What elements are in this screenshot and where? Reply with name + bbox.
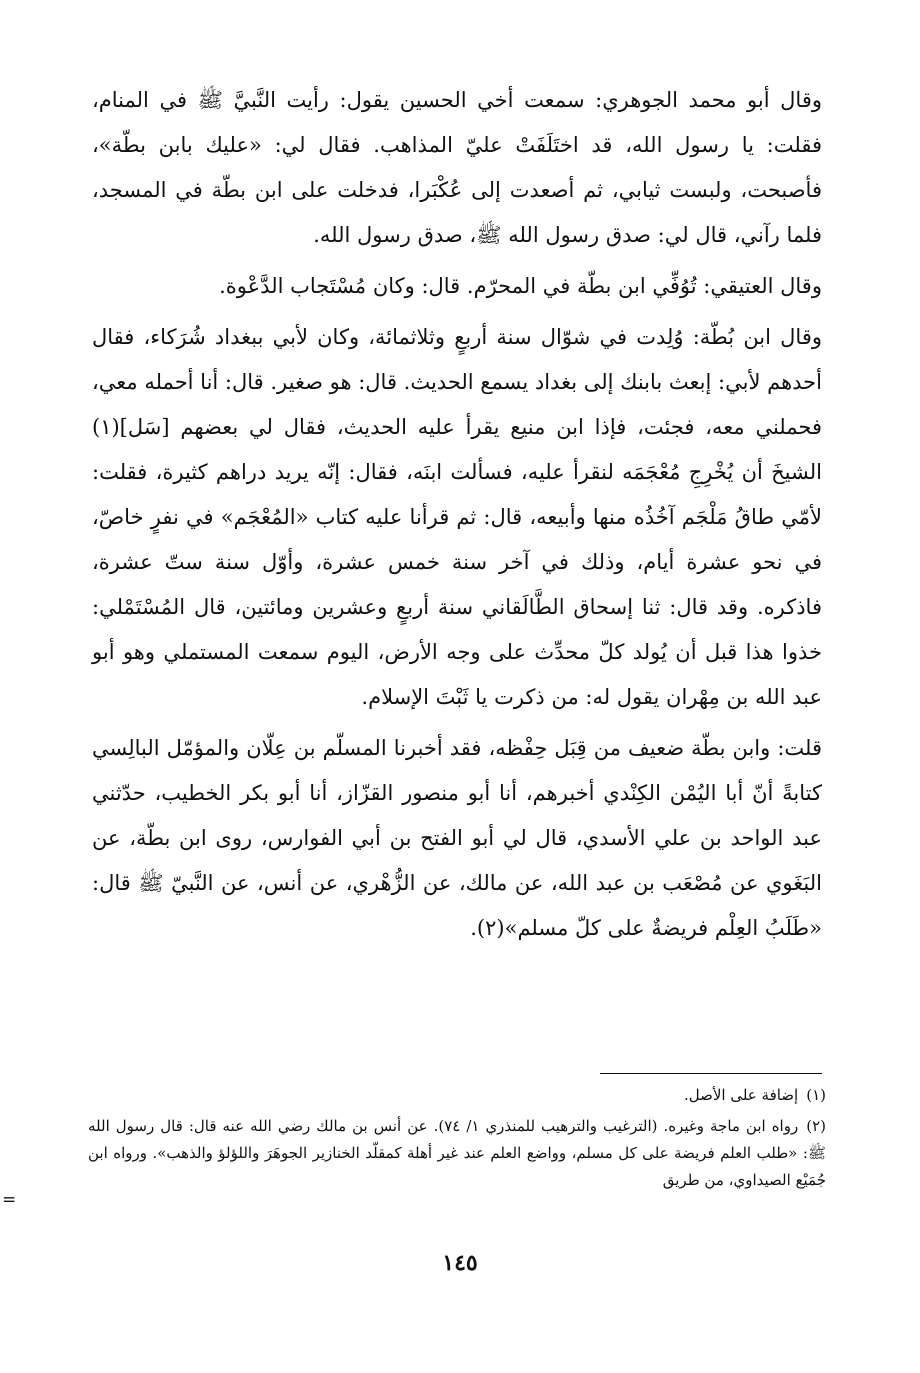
paragraph-criticism: قلت: وابن بطّة ضعيف من قِبَل حِفْظه، فقد أخبرنا المسلّم بن عِلّان والمؤمّل البالِسي كتابةً أنّ أبا اليُمْن الكِنْدي أخبرهم، أنا أبو منصور القزّاز، أنا أبو بكر الخطيب، حدّثني عبد الواحد بن علي الأسدي، قال لي أبو الفتح بن أبي الفوارس، روى ابن بطّة، عن البَغَوي عن مُصْعَب بن عبد الله، عن مالك، عن الزُّهْري، عن أنس، عن النَّبيّ ﷺ قال: «طَلَبُ العِلْم فريضةٌ على كلّ مسلم»(٢). <box>92 736 822 940</box>
paragraph-dream: وقال أبو محمد الجوهري: سمعت أخي الحسين يقول: رأيت النَّبيَّ ﷺ في المنام، فقلت: يا رسول الله، قد اختَلَفَتْ عليّ المذاهب. فقال لي: «عليك بابن بطّة»، فأصبحت، ولبست ثيابي، ثم أصعدت إلى عُكْبَرا، فدخلت على ابن بطّة في المسجد، فلما رآني، قال لي: صدق رسول الله ﷺ، صدق رسول الله. <box>92 88 822 247</box>
paragraph-birth: وقال ابن بُطّة: وُلِدت في شوّال سنة أربعٍ وثلاثمائة، وكان لأبي ببغداد شُرَكاء، فقال أحدهم لأبي: إبعث بابنك إلى بغداد يسمع الحديث. قال: هو صغير. قال: أنا أحمله معي، فحملني معه، فجئت، فإذا ابن منيع يقرأ عليه الحديث، فقال لي بعضهم [سَل](١) الشيخَ أن يُخْرِجِ مُعْجَمَه لنقرأ عليه، فسألت ابنَه، فقال: إنّه يريد دراهم كثيرة، فقلت: لأمّي طاقُ مَلْجَم آخُذُه منها وأبيعه، قال: ثم قرأنا عليه كتاب «المُعْجَم» في نفرٍ خاصّ، في نحو عشرة أيام، وذلك في آخر سنة خمس عشرة، وأوّل سنة ستّ عشرة، فاذكره. وقد قال: ثنا إسحاق الطَّالَقاني سنة أربعٍ وعشرين ومائتين، قال المُسْتَمْلي: خذوا هذا قبل أن يُولد كلّ محدِّث على وجه الأرض، اليوم سمعت المستملي وهو أبو عبد الله بن مِهْران يقول له: من ذكرت يا ثَبْتَ الإسلام. <box>92 325 822 709</box>
footnote-text: إضافة على الأصل. <box>683 1086 799 1104</box>
footnote-number: (١) <box>806 1086 826 1104</box>
footnote-continuation-mark: = <box>2 1190 17 1210</box>
paragraph-death: وقال العتيقي: تُوُفِّي ابن بطّة في المحرّم. قال: وكان مُسْتَجاب الدَّعْوة. <box>219 274 822 298</box>
footnote-1 <box>88 1082 826 1109</box>
footnote-2 <box>88 1113 826 1194</box>
footnote-separator <box>600 1073 822 1074</box>
page-number: ١٤٥ <box>442 1250 478 1276</box>
main-text <box>92 78 822 951</box>
footnote-text: رواه ابن ماجة وغيره. (الترغيب والترهيب للمنذري ١/ ٧٤). عن أنس بن مالك رضي الله عنه قال: قال رسول الله ﷺ: «طلب العلم فريضة على كل مسلم، وواضع العلم عند غير أهلة كمقلّد الخنازير الجوهَرَ واللؤلؤ والذهب». ورواه ابن جُمَيْع الصيداوي، من طريق <box>88 1117 826 1189</box>
footnote-number: (٢) <box>806 1117 826 1135</box>
footnotes <box>88 1082 826 1198</box>
